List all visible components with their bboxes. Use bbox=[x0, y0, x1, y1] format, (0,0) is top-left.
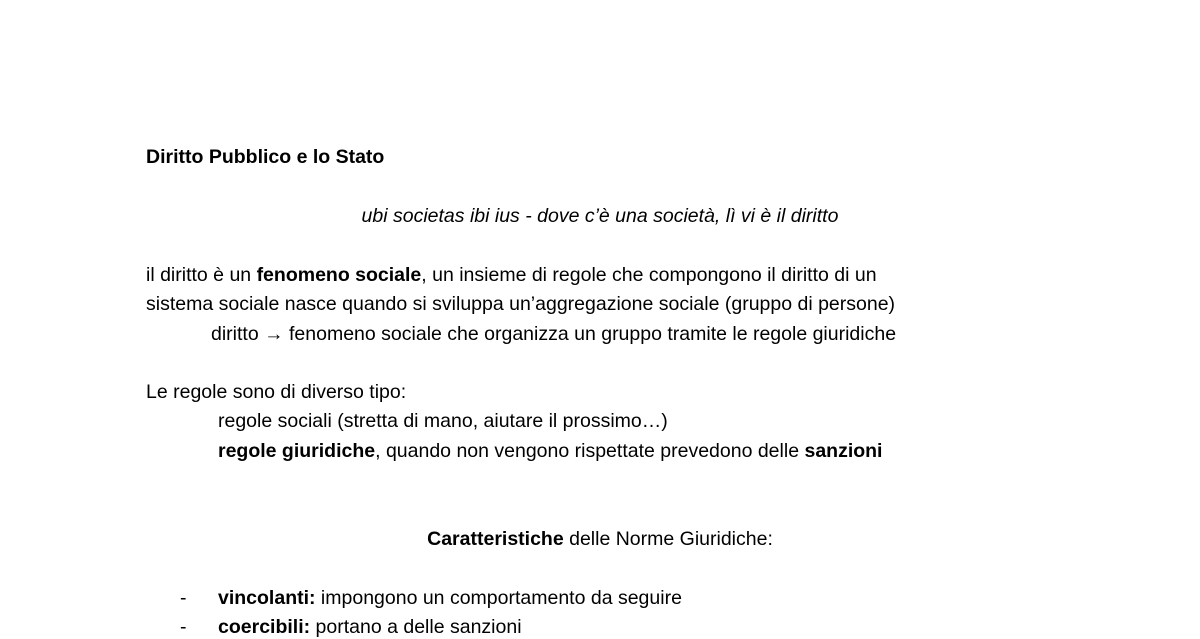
text-span: , quando non vengono rispettate prevedono delle bbox=[375, 440, 805, 462]
bold-term: fenomeno sociale bbox=[256, 264, 422, 286]
paragraph-line-5: regole sociali (stretta di mano, aiutare il prossimo…) bbox=[218, 410, 668, 432]
text-span: delle Norme Giuridiche: bbox=[563, 528, 773, 550]
text-span: , un insieme di regole che compongono il diritto di un bbox=[421, 264, 877, 286]
bold-term: Caratteristiche bbox=[427, 528, 564, 550]
document-title: Diritto Pubblico e lo Stato bbox=[146, 146, 385, 168]
paragraph-line-4: Le regole sono di diverso tipo: bbox=[146, 381, 407, 403]
text-span: il diritto è un bbox=[146, 264, 257, 286]
bullet-item bbox=[218, 615, 522, 639]
paragraph-line-6 bbox=[218, 439, 882, 463]
bold-term: sanzioni bbox=[804, 440, 883, 462]
bold-term: regole giuridiche bbox=[218, 440, 376, 462]
paragraph-line-1 bbox=[146, 263, 877, 287]
bullet-item bbox=[218, 586, 682, 610]
paragraph-line-3: diritto → fenomeno sociale che organizza un gruppo tramite le regole giuridiche bbox=[211, 323, 897, 345]
bullet-marker: - bbox=[180, 616, 187, 638]
text-span: portano a delle sanzioni bbox=[310, 616, 522, 638]
section-heading bbox=[0, 527, 1200, 551]
bullet-marker: - bbox=[180, 587, 187, 609]
bold-term: coercibili: bbox=[218, 616, 311, 638]
paragraph-line-2: sistema sociale nasce quando si sviluppa un’aggregazione sociale (gruppo di persone) bbox=[146, 293, 896, 315]
bold-term: vincolanti: bbox=[218, 587, 316, 609]
text-span: impongono un comportamento da seguire bbox=[315, 587, 682, 609]
latin-motto: ubi societas ibi ius - dove c’è una società, lì vi è il diritto bbox=[361, 205, 839, 227]
